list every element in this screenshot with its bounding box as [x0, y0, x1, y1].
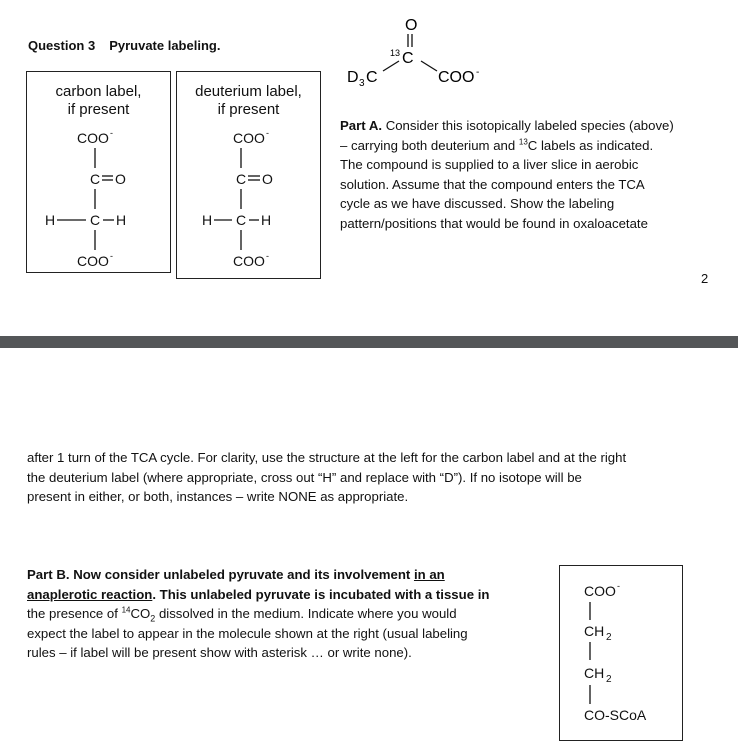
- part-b-heading: Part B.: [27, 567, 70, 582]
- deuterium-box-label-2: if present: [217, 101, 280, 118]
- pyruvate-carbonyl-carbon: C: [402, 50, 414, 67]
- continuation-line-2: the deuterium label (where appropriate, cross out “H” and replace with “D”). If no isotope will be: [27, 469, 582, 485]
- scoa-ch2-b-sub: 2: [606, 674, 612, 685]
- pyruvate-isotope-label: 13: [390, 48, 401, 58]
- question-number: Question 3: [28, 38, 96, 53]
- continuation-line-1: after 1 turn of the TCA cycle. For clarity, use the structure at the left for the carbon label and at the right: [27, 450, 627, 465]
- question-topic: Pyruvate labeling.: [109, 38, 221, 53]
- pyruvate-methyl-d: D: [347, 69, 359, 86]
- deuterium-structure: [177, 72, 320, 278]
- deut-bottom-coo: COO: [233, 253, 265, 269]
- scoa-ch2-a: CH: [584, 623, 605, 639]
- carbon-h-left: H: [45, 212, 56, 228]
- deut-top-coo: COO: [233, 130, 265, 146]
- carbon-oxygen: O: [115, 171, 126, 187]
- scoa-ch2-b: CH: [584, 665, 605, 681]
- pyruvate-carboxylate: COO: [438, 69, 475, 86]
- bond-methyl: [383, 61, 399, 71]
- part-a-line-3: The compound is supplied to a liver slice in aerobic: [340, 157, 639, 172]
- continuation-line-3: present in either, or both, instances – write NONE as appropriate.: [27, 489, 409, 504]
- carbon-c3: C: [90, 212, 101, 228]
- deut-oxygen: O: [262, 171, 273, 187]
- part-b-line-5: rules – if label will be present show with asterisk … or write none).: [27, 645, 412, 660]
- scoa-top-charge: -: [617, 581, 620, 591]
- carbon-top-coo: COO: [77, 130, 109, 146]
- carbon-box-label-1: carbon label,: [55, 83, 142, 100]
- scoa-bottom: CO-SCoA: [584, 707, 647, 723]
- pyruvate-methyl-c: C: [366, 69, 378, 86]
- scoa-ch2-a-sub: 2: [606, 632, 612, 643]
- deut-c3: C: [236, 212, 247, 228]
- page-separator: [0, 336, 738, 348]
- succinyl-coa-box: [559, 565, 683, 741]
- part-a-line-4: solution. Assume that the compound enters the TCA: [340, 176, 645, 192]
- part-b-line-3: the presence of $^{14}CO_2$ dissolved in the medium. Indicate where you would: [27, 605, 457, 624]
- part-b-line-1: Part B. Now consider unlabeled pyruvate and its involvement in an: [27, 567, 445, 582]
- labeled-pyruvate-structure: [335, 0, 535, 100]
- part-a-line-2: – carrying both deuterium and $^{13}$C labels as indicated.: [340, 137, 654, 153]
- pyruvate-methyl-sub: 3: [359, 78, 365, 89]
- deuterium-box-label-1: deuterium label,: [195, 83, 302, 100]
- carbon-h-right: H: [116, 212, 127, 228]
- deut-bottom-charge: -: [266, 251, 269, 261]
- page-number: 2: [701, 271, 709, 286]
- pyruvate-oxygen: O: [405, 17, 418, 34]
- deut-h-left: H: [202, 212, 213, 228]
- part-a-line-1: Part A. Consider this isotopically labeled species (above): [340, 118, 674, 133]
- carbon-top-charge: -: [110, 128, 113, 138]
- deut-h-right: H: [261, 212, 272, 228]
- deut-c2: C: [236, 171, 247, 187]
- carbon-box-label-2: if present: [67, 101, 130, 118]
- pyruvate-carboxylate-charge: -: [476, 67, 480, 78]
- part-a-line-5: cycle as we have discussed. Show the labeling: [340, 196, 615, 211]
- deut-top-charge: -: [266, 128, 269, 138]
- part-b-line-2: anaplerotic reaction. This unlabeled pyruvate is incubated with a tissue in: [27, 586, 490, 602]
- carbon-structure: [27, 72, 170, 272]
- part-a-line-6: pattern/positions that would be found in oxaloacetate: [340, 215, 648, 231]
- carbon-c2: C: [90, 171, 101, 187]
- part-b: [27, 565, 547, 663]
- succinyl-coa-structure: [560, 566, 682, 740]
- carbon-bottom-coo: COO: [77, 253, 109, 269]
- carbon-label-box: [26, 71, 171, 273]
- deuterium-label-box: [176, 71, 321, 279]
- carbon-bottom-charge: -: [110, 251, 113, 261]
- part-a-heading: Part A.: [340, 118, 383, 133]
- part-a: [340, 116, 730, 233]
- question-title: [28, 38, 234, 53]
- scoa-top-coo: COO: [584, 583, 616, 599]
- bond-carboxyl: [421, 61, 437, 71]
- continuation-text: [27, 448, 727, 507]
- part-b-line-4: expect the label to appear in the molecule shown at the right (usual labeling: [27, 625, 468, 641]
